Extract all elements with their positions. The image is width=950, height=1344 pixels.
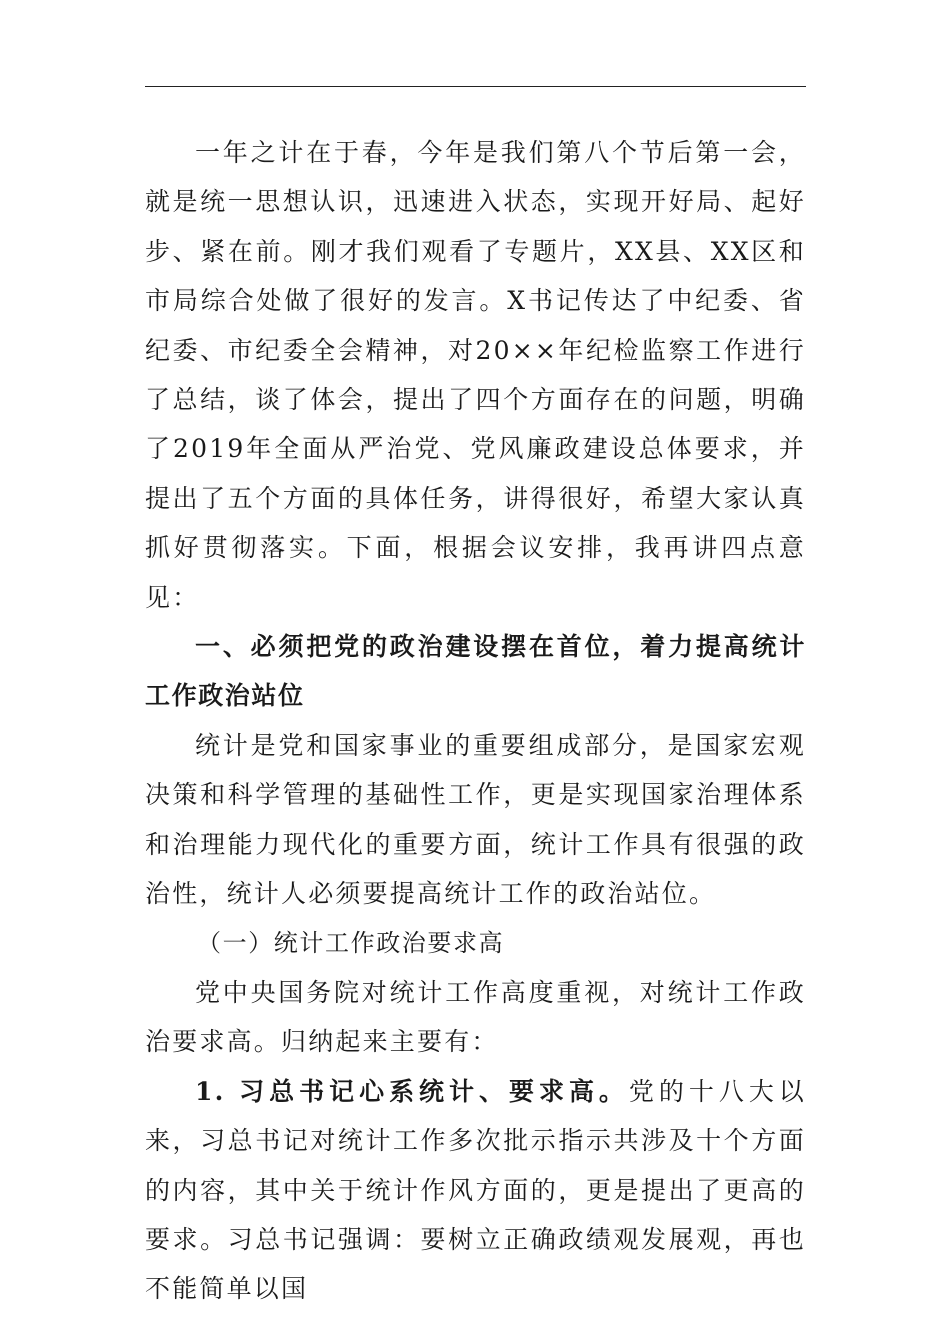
subsection-paragraph: 党中央国务院对统计工作高度重视，对统计工作政治要求高。归纳起来主要有： (145, 977, 806, 1057)
numbered-paragraph (145, 1067, 806, 1314)
intro-paragraph: 一年之计在于春，今年是我们第八个节后第一会，就是统一思想认识，迅速进入状态，实现开好局、起好步、紧在前。刚才我们观看了专题片，XX县、XX区和市局综合处做了很好的发言。X书记传达了中纪委、省纪委、市纪委全会精神，对20××年纪检监察工作进行了总结，谈了体会，提出了四个方面存在的问题，明确了2019年全面从严治党、党风廉政建设总体要求，并提出了五个方面的具体任务，讲得很好，希望大家认真抓好贯彻落实。下面，根据会议安排，我再讲四点意见： (145, 138, 806, 612)
numbered-paragraph-body: 党的十八大以来，习总书记对统计工作多次批示指示共涉及十个方面的内容，其中关于统计作风方面的，更是提出了更高的要求。习总书记强调：要树立正确政绩观发展观，再也不能简单以国 (145, 1076, 806, 1304)
subsection-heading: （一）统计工作政治要求高 (197, 928, 505, 957)
numbered-paragraph-lead: 1. 习总书记心系统计、要求高。 (195, 1076, 629, 1106)
document-body (145, 128, 806, 1314)
section-heading: 一、必须把党的政治建设摆在首位，着力提高统计工作政治站位 (145, 632, 806, 711)
section-paragraph: 统计是党和国家事业的重要组成部分，是国家宏观决策和科学管理的基础性工作，更是实现国家治理体系和治理能力现代化的重要方面，统计工作具有很强的政治性，统计人必须要提高统计工作的政治站位。 (145, 730, 806, 909)
header-rule (145, 86, 806, 87)
